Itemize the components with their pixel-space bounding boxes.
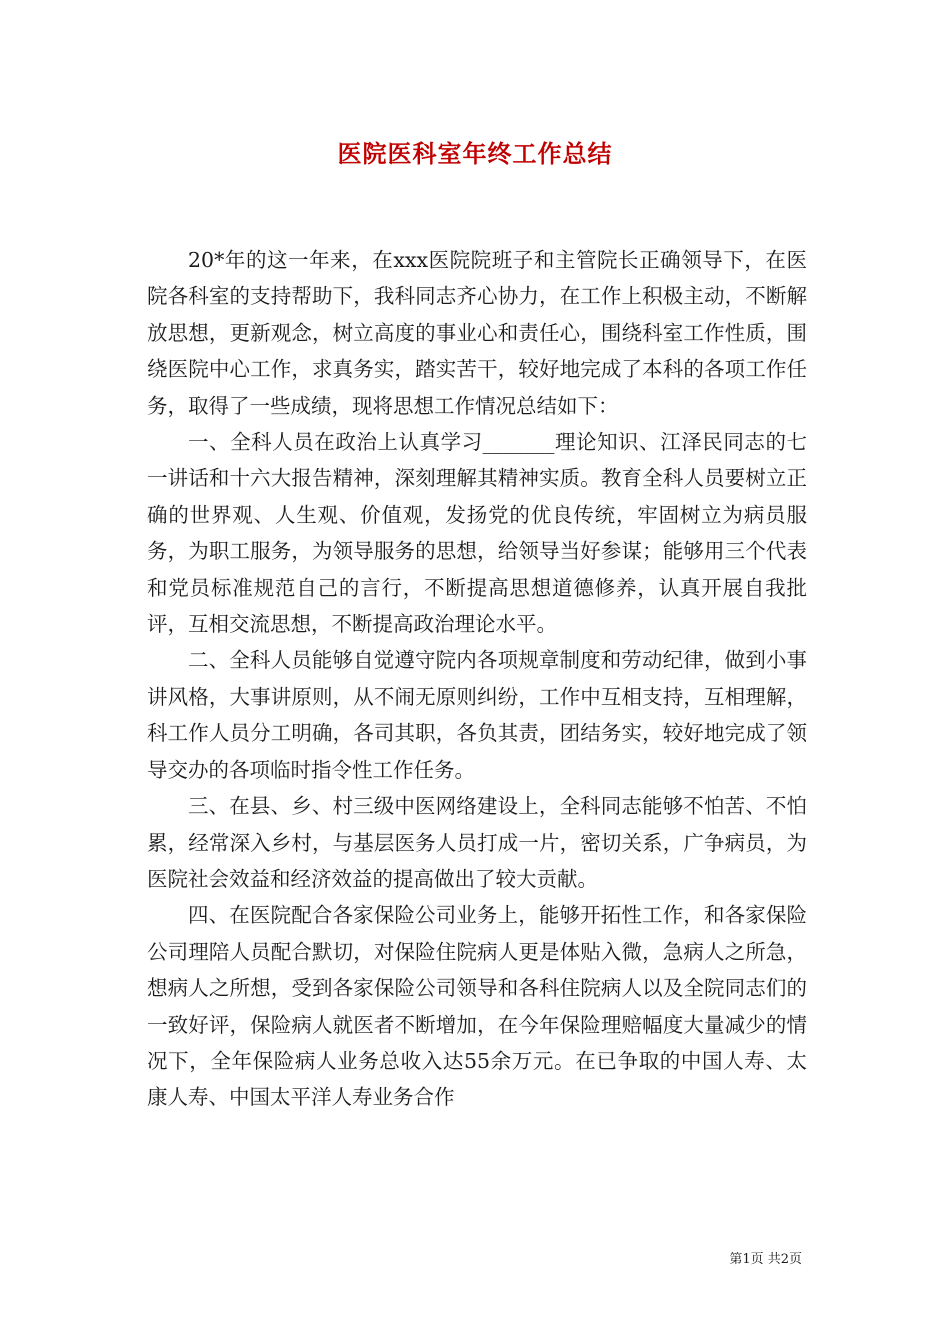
paragraph-section-3: 三、在县、乡、村三级中医网络建设上，全科同志能够不怕苦、不怕累，经常深入乡村，与基层医务人员打成一片，密切关系，广争病员，为医院社会效益和经济效益的提高做出了较大贡献。 xyxy=(147,794,807,891)
paragraph-section-2: 二、全科人员能够自觉遵守院内各项规章制度和劳动纪律，做到小事讲风格，大事讲原则，从不闹无原则纠纷，工作中互相支持，互相理解，科工作人员分工明确，各司其职，各负其责，团结务实，较好地完成了领导交办的各项临时指令性工作任务。 xyxy=(147,648,807,782)
paragraph-intro: 20*年的这一年来，在xxx医院院班子和主管院长正确领导下，在医院各科室的支持帮助下，我科同志齐心协力，在工作上积极主动，不断解放思想，更新观念，树立高度的事业心和责任心，围绕科室工作性质，围绕医院中心工作，求真务实，踏实苦干，较好地完成了本科的各项工作任务，取得了一些成绩，现将思想工作情况总结如下： xyxy=(147,248,807,418)
document-body xyxy=(147,242,807,1116)
document-title: 医院医科室年终工作总结 xyxy=(337,140,613,168)
page-number: 第1页 共2页 xyxy=(729,1252,802,1267)
paragraph-section-4: 四、在医院配合各家保险公司业务上，能够开拓性工作，和各家保险公司理陪人员配合默切，对保险住院病人更是体贴入微，急病人之所急，想病人之所想，受到各家保险公司领导和各科住院病人以及全院同志们的一致好评，保险病人就医者不断增加，在今年保险理赔幅度大量减少的情况下，全年保险病人业务总收入达55余万元。在已争取的中国人寿、太康人寿、中国太平洋人寿业务合作 xyxy=(147,903,807,1110)
paragraph-section-1: 一、全科人员在政治上认真学习_______理论知识、江泽民同志的七一讲话和十六大报告精神，深刻理解其精神实质。教育全科人员要树立正确的世界观、人生观、价值观，发扬党的优良传统，牢固树立为病员服务，为职工服务，为领导服务的思想，给领导当好参谋；能够用三个代表和党员标准规范自己的言行，不断提高思想道德修养，认真开展自我批评，互相交流思想，不断提高政治理论水平。 xyxy=(147,430,807,637)
